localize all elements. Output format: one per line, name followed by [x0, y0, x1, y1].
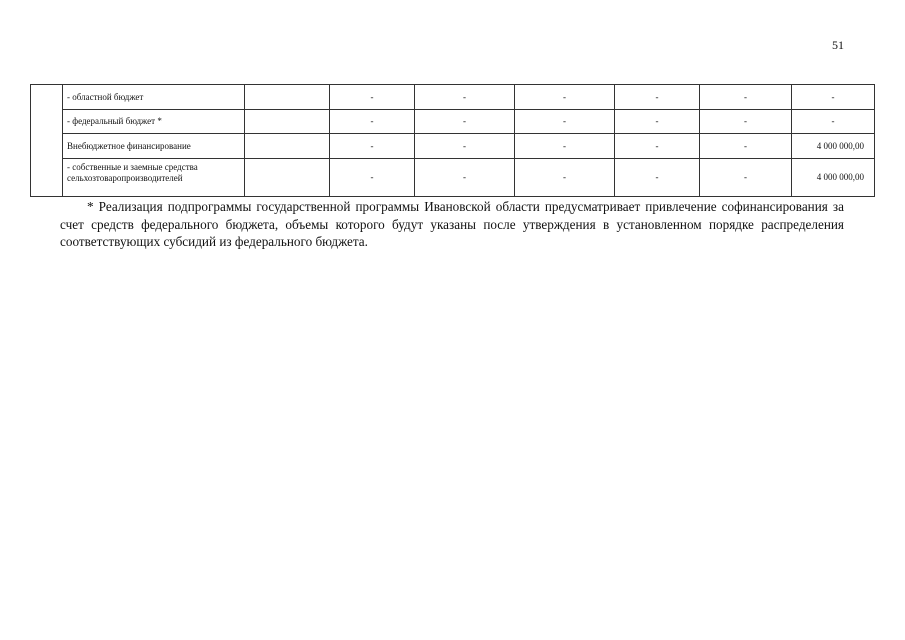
value-cell: -	[415, 110, 515, 134]
footnote	[60, 198, 844, 251]
index-cell	[31, 85, 63, 197]
value-cell: -	[330, 110, 415, 134]
budget-table	[30, 84, 875, 197]
value-cell: 4 000 000,00	[792, 159, 875, 197]
value-cell: -	[615, 159, 700, 197]
value-cell: -	[700, 110, 792, 134]
row-label: Внебюджетное финансирование	[63, 134, 245, 159]
value-cell: -	[415, 159, 515, 197]
value-cell: -	[615, 110, 700, 134]
value-cell: -	[700, 159, 792, 197]
row-label: - собственные и заемные средства сельхозтоваропроизводителей	[63, 159, 245, 197]
empty-cell	[245, 110, 330, 134]
table-row	[31, 85, 875, 110]
value-cell: -	[700, 134, 792, 159]
value-cell: -	[615, 134, 700, 159]
footnote-text: * Реализация подпрограммы государственной программы Ивановской области предусматривает привлечение софинансирования за счет средств федерального бюджета, объемы которого будут указаны после утверждения в установленном порядке распределения соответствующих субсидий из федерального бюджета.	[60, 199, 844, 249]
row-label: - областной бюджет	[63, 85, 245, 110]
value-cell: -	[615, 85, 700, 110]
value-cell: 4 000 000,00	[792, 134, 875, 159]
value-cell: -	[515, 85, 615, 110]
value-cell: -	[330, 85, 415, 110]
table-row	[31, 110, 875, 134]
value-cell: -	[330, 159, 415, 197]
table-row	[31, 159, 875, 197]
value-cell: -	[515, 134, 615, 159]
empty-cell	[245, 159, 330, 197]
table-row	[31, 134, 875, 159]
value-cell: -	[515, 159, 615, 197]
value-cell: -	[415, 85, 515, 110]
row-label: - федеральный бюджет *	[63, 110, 245, 134]
value-cell: -	[415, 134, 515, 159]
value-cell: -	[515, 110, 615, 134]
value-cell: -	[700, 85, 792, 110]
page-number: 51	[832, 38, 844, 52]
value-cell: -	[330, 134, 415, 159]
empty-cell	[245, 85, 330, 110]
value-cell: -	[792, 85, 875, 110]
empty-cell	[245, 134, 330, 159]
value-cell: -	[792, 110, 875, 134]
